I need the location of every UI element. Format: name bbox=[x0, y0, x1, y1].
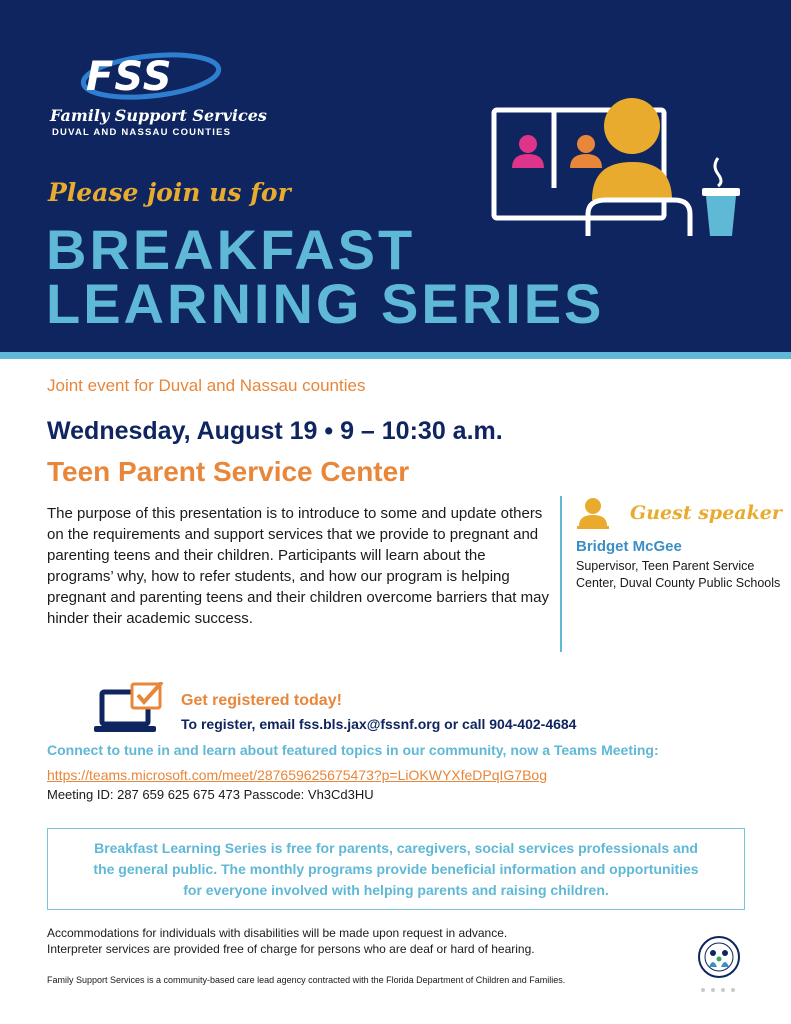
registration-contact[interactable]: To register, email fss.bls.jax@fssnf.org or call 904-402-4684 bbox=[181, 716, 577, 732]
logo-name: Family Support Services bbox=[50, 106, 267, 125]
connect-text: Connect to tune in and learn about featured topics in our community, now a Teams Meeting: bbox=[47, 742, 659, 758]
invite-text: Please join us for bbox=[48, 178, 291, 207]
decorative-dots bbox=[699, 987, 739, 993]
event-date: Wednesday, August 19 • 9 – 10:30 a.m. bbox=[47, 417, 503, 445]
event-venue: Teen Parent Service Center bbox=[47, 456, 410, 487]
fss-logo bbox=[46, 50, 267, 142]
header-stripe bbox=[0, 352, 791, 359]
accessibility-line-1: Accommodations for individuals with disabilities will be made upon request in advance. bbox=[47, 926, 508, 940]
info-box bbox=[47, 828, 745, 910]
speaker-heading: Guest speaker bbox=[630, 502, 782, 524]
laptop-checkmark-icon bbox=[92, 682, 168, 736]
title-line-1: BREAKFAST bbox=[46, 218, 416, 281]
teams-meeting-link[interactable]: https://teams.microsoft.com/meet/287659625675473?p=LiOKWYXfeDPqIG7Bog bbox=[47, 767, 548, 783]
accessibility-line-2: Interpreter services are provided free of charge for persons who are deaf or hard of hearing. bbox=[47, 942, 535, 956]
virtual-meeting-icon bbox=[488, 96, 758, 236]
speaker-name: Bridget McGee bbox=[576, 538, 682, 555]
logo-counties: DUVAL AND NASSAU COUNTIES bbox=[52, 127, 232, 138]
accessibility-note bbox=[47, 925, 535, 957]
dcf-seal-icon bbox=[697, 935, 741, 979]
speaker-role: Supervisor, Teen Parent Service Center, Duval County Public Schools bbox=[576, 559, 781, 590]
guest-speaker-panel bbox=[560, 496, 785, 652]
registration-heading: Get registered today! bbox=[181, 692, 342, 709]
info-box-text: Breakfast Learning Series is free for parents, caregivers, social services professionals and the general public. The monthly programs provide beneficial information and opportunities for everyone involved with helping parents and raising children. bbox=[93, 839, 699, 898]
event-description: The purpose of this presentation is to introduce to some and update others on the requirements and support services that we provide to pregnant and parenting teens and their children. Participants will learn about the programs’ why, how to refer students, and how our program is helping pregnant and parenting teens and their children overcome barriers that may hinder their academic success. bbox=[47, 505, 549, 627]
joint-event-text: Joint event for Duval and Nassau counties bbox=[47, 376, 366, 395]
footer-text: Family Support Services is a community-based care lead agency contracted with the Florida Department of Children and Families. bbox=[47, 975, 566, 985]
meeting-id-passcode: Meeting ID: 287 659 625 675 473 Passcode: Vh3Cd3HU bbox=[47, 787, 374, 802]
person-icon bbox=[576, 496, 610, 530]
title-line-2: LEARNING SERIES bbox=[46, 272, 605, 335]
logo-abbr: FSS bbox=[86, 54, 173, 100]
